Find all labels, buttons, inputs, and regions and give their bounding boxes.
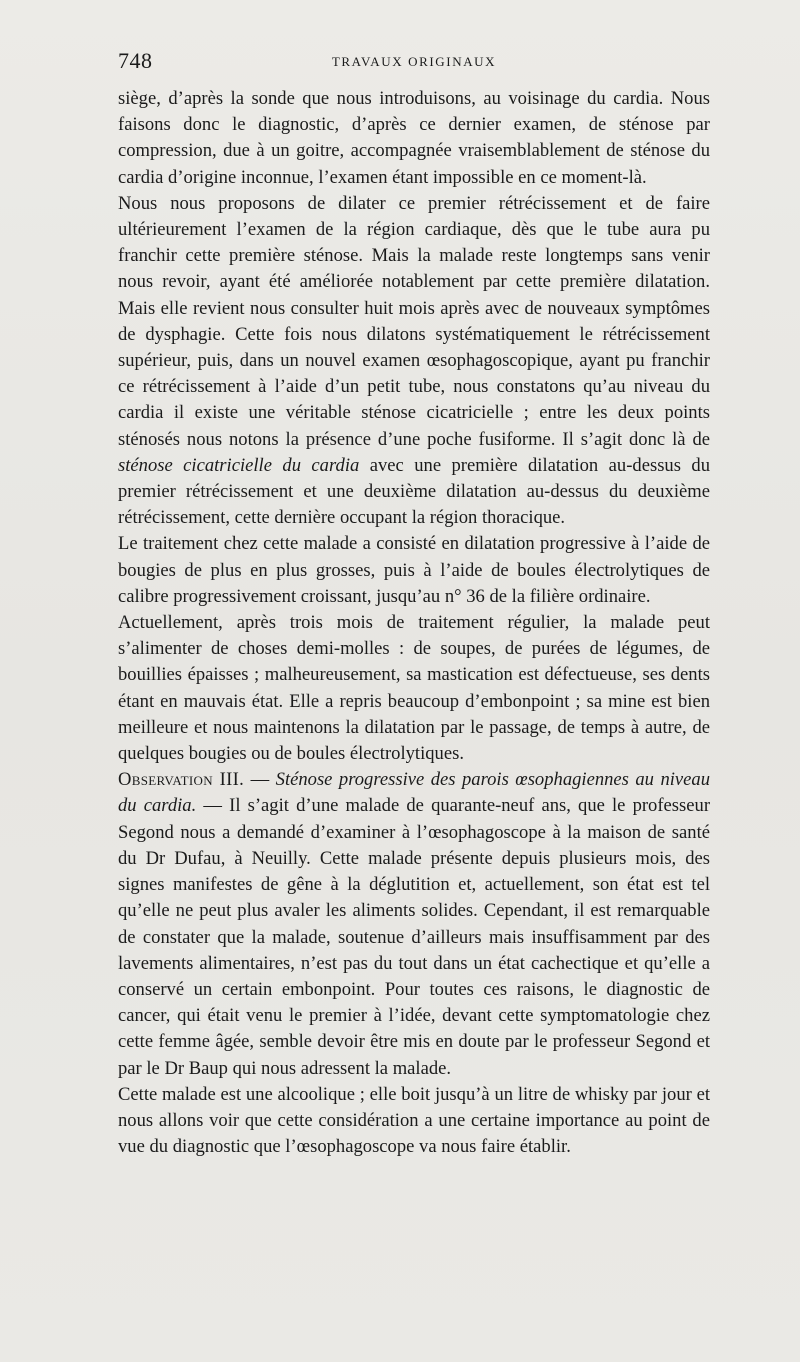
paragraph-text: siège, d’après la sonde que nous introduisons, au voisinage du cardia. Nous faisons donc le diagnostic, d’après ce dernier examen, de sténose par compression, due à un goitre, accompagnée vraisemblablement de sténose du cardia d’origine inconnue, l’examen étant impossible en ce moment-là. — [118, 88, 710, 188]
paragraph-text: Nous nous proposons de dilater ce premier rétrécissement et de faire ultérieurement l’examen de la région cardiaque, dès que le tube aura pu franchir cette première sténose. Mais la malade reste longtemps sans venir nous revoir, ayant été améliorée notablement par cette première dilatation. Mais elle revient nous consulter huit mois après avec de nouveaux symptômes de dysphagie. Cette fois nous dilatons systématiquement le rétrécissement supérieur, puis, dans un nouvel examen œsophagoscopique, ayant pu franchir ce rétrécissement à l’aide d’un petit tube, nous constatons qu’au niveau du cardia il existe une véritable sténose cicatricielle ; entre les deux points sténosés nous notons la présence d’une poche fusiforme. Il s’agit donc là de — [118, 192, 710, 450]
paragraph-treatment — [118, 531, 710, 610]
article-body — [118, 86, 710, 1160]
page-header — [118, 48, 710, 78]
running-title: TRAVAUX ORIGINAUX — [331, 54, 497, 69]
paragraph-text: Actuellement, après trois mois de traitement régulier, la malade peut s’alimenter de choses demi-molles : de soupes, de purées de légumes, de bouillies épaisses ; malheureusement, sa mastication est défectueuse, ses dents étant en mauvais état. Elle a repris beaucoup d’embonpoint ; sa mine est bien meilleure et nous maintenons la dilatation par le passage, de temps à autre, de quelques bougies ou de boules électrolytiques. — [118, 612, 710, 765]
observation-title: Sténose progressive des parois œsophagiennes au niveau du cardia. — [118, 769, 711, 817]
diagnosis-emphasis: sténose cicatricielle du cardia — [118, 454, 360, 476]
observation-label: Observation III. — [118, 769, 245, 791]
paragraph-text: Le traitement chez cette malade a consisté en dilatation progressive à l’aide de bougies de plus en plus grosses, puis à l’aide de boules électrolytiques de calibre progressivement croissant, jusqu’au n° 36 de la filière ordinaire. — [118, 533, 710, 607]
paragraph-text-after: avec une première dilatation au-dessus du premier rétrécissement et une deuxième dilatation au-dessus du deuxième rétrécissement, cette dernière occupant la région thoracique. — [118, 454, 710, 529]
paragraph-current-state — [118, 610, 710, 767]
paragraph-continuation — [118, 86, 710, 191]
paragraph-alcoholic — [118, 1082, 710, 1161]
paragraph-text: Cette malade est une alcoolique ; elle boit jusqu’à un litre de whisky par jour et nous allons voir que cette considération a une certaine importance au point de vue du diagnostic que l’œsophagoscope va nous faire établir. — [118, 1083, 710, 1158]
paragraph-text-after: — Il s’agit d’une malade de quarante-neuf ans, que le professeur Segond nous a demandé d’examiner à l’œsophagoscope à la maison de santé du Dr Dufau, à Neuilly. Cette malade présente depuis plusieurs mois, des signes manifestes de gêne à la déglutition et, actuellement, son état est tel qu’elle ne peut plus avaler les aliments solides. Cependant, il est remarquable de constater que la malade, soutenue d’ailleurs mais insuffisamment par des lavements alimentaires, n’est pas du tout dans un état cachectique et qu’elle a conservé un certain embonpoint. Pour toutes ces raisons, le diagnostic de cancer, qui était venu le premier à l’idée, devant cette symptomatologie chez cette femme âgée, semble devoir être mis en doute par le professeur Segond et par le Dr Baup qui nous adressent la malade. — [118, 795, 711, 1079]
observation-dash: — — [244, 769, 276, 791]
page-number: 748 — [118, 48, 153, 73]
paragraph-dilatation — [118, 191, 710, 532]
paragraph-observation-iii — [118, 767, 710, 1081]
